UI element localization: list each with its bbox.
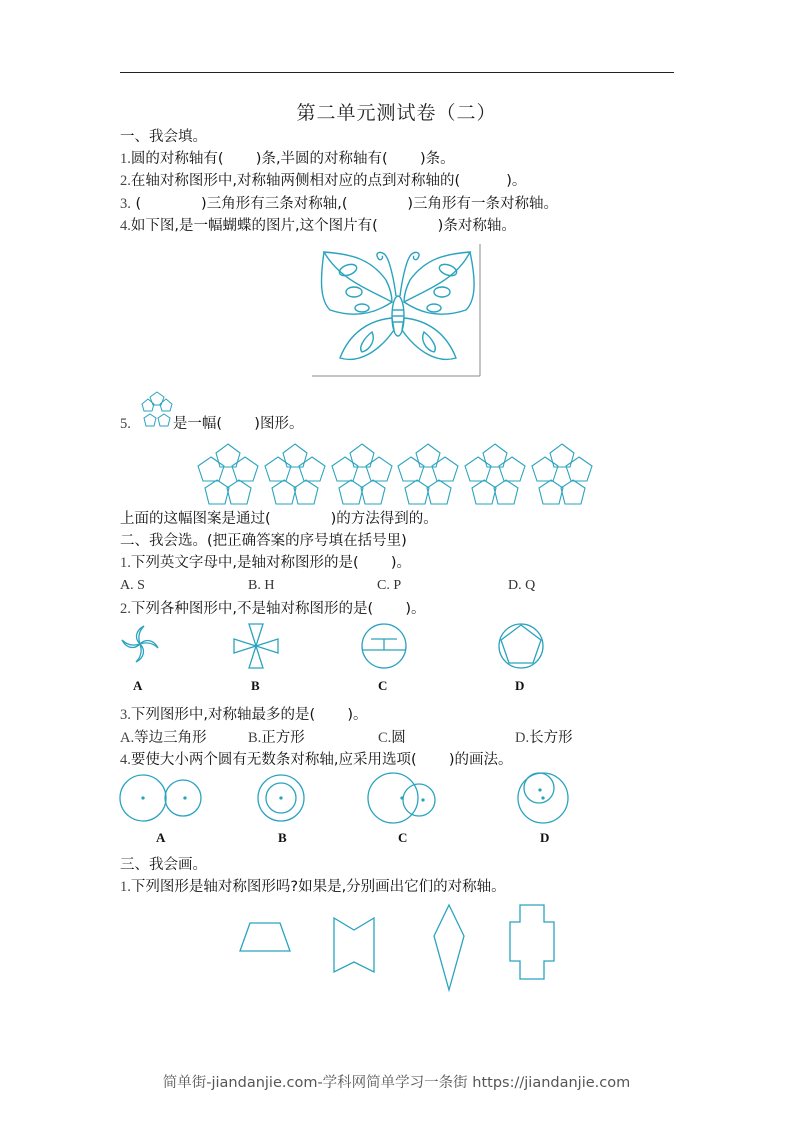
s2-q3-option-c: C.圆 [378,730,406,746]
question-number: 1. [120,555,131,571]
s1-question-2 [120,172,526,190]
question-number: 2. [120,173,131,189]
s2-question-3 [120,706,368,724]
option-a: A. S [120,578,145,593]
question-text: ( )三角形有三条对称轴,( )三角形有一条对称轴。 [130,196,559,212]
figure-label-d: D [540,830,550,845]
s2-q3-option-d: D.长方形 [515,730,573,746]
footer-watermark: 简单街-jiandanjie.com-学科网简单学习一条街 https://jiandanjie.com [162,1075,631,1091]
figure-label-c: C [398,830,408,845]
option-c: C. P [377,578,402,593]
s2-q2-figures [115,622,555,674]
section1-heading: 一、我会填。 [120,129,207,145]
s3-q1-figures [230,900,570,995]
figure-label-d: D [515,678,525,693]
section2-heading: 二、我会选。(把正确答案的序号填在括号里) [120,533,407,549]
header-rule [120,72,674,73]
s2-q4-figures [115,772,575,828]
pentagon-motif-small [136,390,178,430]
question-text: 是一幅( )图形。 [172,416,304,432]
s2-q3-option-b: B.正方形 [248,730,305,746]
question-number: 3. [120,196,131,212]
s1-question-5b: 上面的这幅图案是通过( )的方法得到的。 [120,511,438,527]
question-text: 下列图形中,对称轴最多的是( )。 [130,707,368,723]
option-b: B. H [248,578,275,593]
figure-label-a: A [133,678,143,693]
cross-shape [510,905,554,979]
s1-question-4 [120,217,516,235]
s1-question-1 [120,150,455,168]
question-text: 如下图,是一幅蝴蝶的图片,这个图片有( )条对称轴。 [130,218,516,234]
question-text: 下列各种图形中,不是轴对称图形的是( )。 [130,601,426,617]
question-number: 2. [120,601,131,617]
s2-q3-option-a: A.等边三角形 [120,730,207,746]
option-d: D. Q [508,578,536,593]
s2-question-1 [120,554,411,572]
figure-label-b: B [278,830,287,845]
kite-shape [434,905,464,990]
question-text: 要使大小两个圆有无数条对称轴,应采用选项( )的画法。 [130,752,513,768]
question-text: 下列英文字母中,是轴对称图形的是( )。 [130,555,412,571]
question-number: 5. [120,416,131,432]
figure-label-a: A [156,830,166,845]
s2-question-2 [120,600,426,618]
question-text: 圆的对称轴有( )条,半圆的对称轴有( )条。 [130,151,455,167]
figure-label-b: B [251,678,260,693]
butterfly-figure [310,240,485,380]
question-text: 在轴对称图形中,对称轴两侧相对应的点到对称轴的( )。 [130,173,527,189]
s3-question-1 [120,878,506,896]
figure-label-c: C [378,678,388,693]
s2-question-4 [120,751,513,769]
question-number: 1. [120,151,131,167]
trapezoid-shape [240,923,290,951]
page-title: 第二单元测试卷（二） [296,102,497,124]
pentagon-pattern-row [195,440,600,510]
question-text: 下列图形是轴对称图形吗?如果是,分别画出它们的对称轴。 [130,879,506,895]
bowtie-shape [334,918,374,972]
question-number: 1. [120,879,131,895]
s1-question-3 [120,195,558,213]
question-number: 4. [120,218,131,234]
question-number: 3. [120,707,131,723]
question-number: 4. [120,752,131,768]
section3-heading: 三、我会画。 [120,857,207,873]
